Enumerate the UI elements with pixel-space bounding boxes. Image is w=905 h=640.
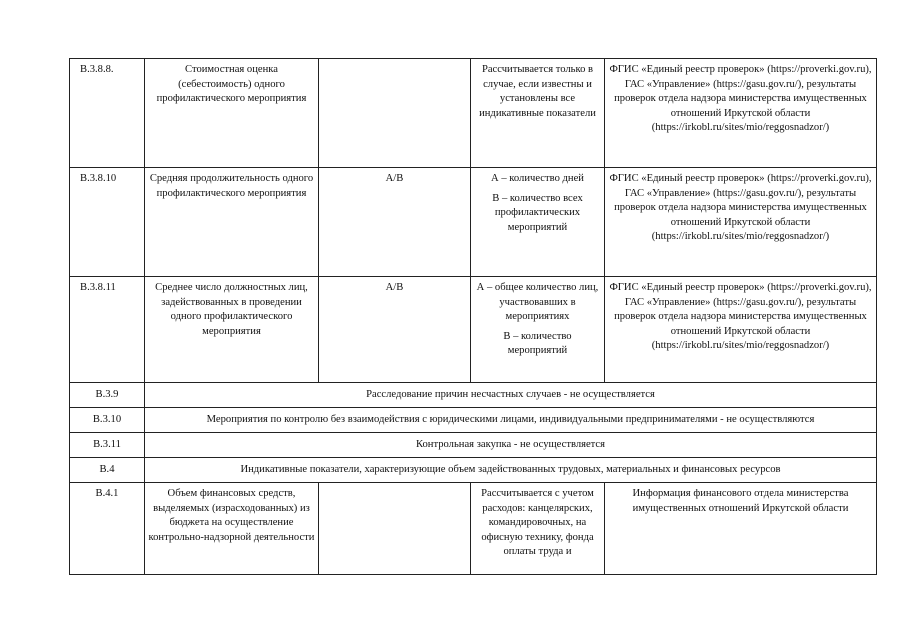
- indicator-formula: A/B: [319, 277, 471, 383]
- indicator-comment: [471, 277, 605, 383]
- indicator-formula: [319, 483, 471, 575]
- table-row: [70, 168, 877, 277]
- section-code: В.3.11: [70, 433, 145, 458]
- table-row: [70, 408, 877, 433]
- indicator-name: Среднее число должностных лиц, задействованных в проведении одного профилактического мероприятия: [145, 277, 319, 383]
- indicator-code: В.4.1: [70, 483, 145, 575]
- document-page: [69, 58, 876, 575]
- table-row: [70, 458, 877, 483]
- indicator-code: В.3.8.11: [70, 277, 145, 383]
- indicator-name: Стоимостная оценка (себестоимость) одного профилактического мероприятия: [145, 59, 319, 168]
- section-text: Расследование причин несчастных случаев - не осуществляется: [145, 383, 877, 408]
- comment-line: Рассчитывается только в случае, если известны и установлены все индикативные показатели: [479, 64, 596, 119]
- comment-line: А – количество дней: [491, 173, 584, 184]
- indicator-source: Информация финансового отдела министерства имущественных отношений Иркутской области: [605, 483, 877, 575]
- indicator-source: ФГИС «Единый реестр проверок» (https://proverki.gov.ru), ГАС «Управление» (https://gasu.gov.ru/), результаты проверок отдела надзора министерства имущественных отношений Иркутской области (https://irkobl.ru/sites/mio/reggosnadzor/): [605, 277, 877, 383]
- indicator-comment: Рассчитывается с учетом расходов: канцелярских, командировочных, на офисную технику, фонда оплаты труда и: [471, 483, 605, 575]
- table-row: [70, 483, 877, 575]
- indicator-source: ФГИС «Единый реестр проверок» (https://proverki.gov.ru), ГАС «Управление» (https://gasu.gov.ru/), результаты проверок отдела надзора министерства имущественных отношений Иркутской области (https://irkobl.ru/sites/mio/reggosnadzor/): [605, 168, 877, 277]
- section-text: Индикативные показатели, характеризующие объем задействованных трудовых, материальных и финансовых ресурсов: [145, 458, 877, 483]
- indicator-code: В.3.8.8.: [70, 59, 145, 168]
- indicator-code: В.3.8.10: [70, 168, 145, 277]
- indicators-table: [69, 58, 877, 575]
- comment-line: В – количество мероприятий: [503, 330, 572, 356]
- table-row: [70, 383, 877, 408]
- indicator-source: ФГИС «Единый реестр проверок» (https://proverki.gov.ru), ГАС «Управление» (https://gasu.gov.ru/), результаты проверок отдела надзора министерства имущественных отношений Иркутской области (https://irkobl.ru/sites/mio/reggosnadzor/): [605, 59, 877, 168]
- indicator-name: Средняя продолжительность одного профилактического мероприятия: [145, 168, 319, 277]
- comment-line: В – количество всех профилактических мероприятий: [492, 192, 583, 233]
- indicator-formula: A/B: [319, 168, 471, 277]
- table-row: [70, 59, 877, 168]
- indicator-name: Объем финансовых средств, выделяемых (израсходованных) из бюджета на осуществление контрольно-надзорной деятельности: [145, 483, 319, 575]
- section-code: В.3.10: [70, 408, 145, 433]
- table-row: [70, 433, 877, 458]
- indicator-comment: [471, 59, 605, 168]
- section-text: Контрольная закупка - не осуществляется: [145, 433, 877, 458]
- section-code: В.4: [70, 458, 145, 483]
- table-row: [70, 277, 877, 383]
- section-code: В.3.9: [70, 383, 145, 408]
- indicator-comment: [471, 168, 605, 277]
- indicator-formula: [319, 59, 471, 168]
- section-text: Мероприятия по контролю без взаимодействия с юридическими лицами, индивидуальными предпринимателями - не осуществляются: [145, 408, 877, 433]
- comment-line: А – общее количество лиц, участвовавших в мероприятиях: [476, 282, 599, 322]
